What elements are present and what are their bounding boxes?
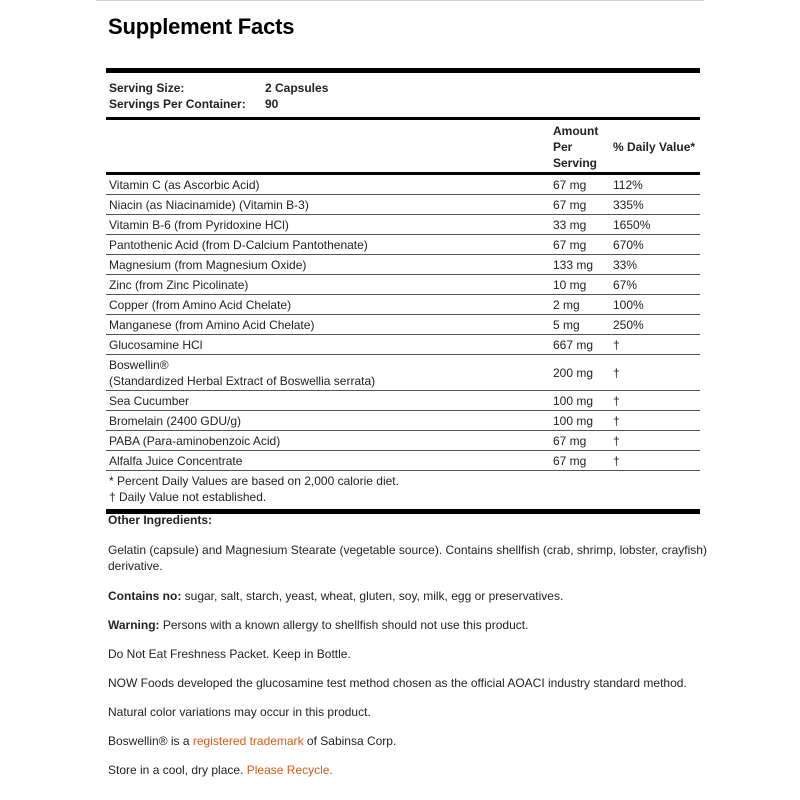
serving-size-value: 2 Capsules: [265, 81, 329, 95]
nutrient-row: [106, 355, 700, 391]
nutrient-list: [106, 175, 700, 471]
daily-value-header: % Daily Value*: [613, 140, 696, 154]
nutrient-daily-value: †: [613, 338, 620, 352]
nutrient-name-line2: (Standardized Herbal Extract of Boswellia serrata): [109, 374, 376, 388]
nutrient-amount: 67 mg: [553, 198, 587, 212]
nutrient-name-line1: Bromelain (2400 GDU/g): [109, 414, 242, 428]
dagger-footnote: † Daily Value not established.: [109, 490, 267, 504]
footnotes: [106, 471, 700, 509]
trademark-pre: Boswellin® is a: [108, 734, 193, 748]
other-ingredients-text: Gelatin (capsule) and Magnesium Stearate (vegetable source). Contains shellfish (crab, shrimp, lobster, crayfish) derivative.: [108, 543, 707, 573]
nutrient-name: [109, 277, 248, 293]
nutrient-daily-value: 670%: [613, 238, 644, 252]
nutrient-name: [109, 357, 375, 389]
serving-info: [106, 73, 700, 117]
nutrient-name-line1: Niacin (as Niacinamide) (Vitamin B-3): [109, 198, 309, 212]
nutrient-name-line1: Glucosamine HCl: [109, 338, 203, 352]
nutrient-name-line1: Magnesium (from Magnesium Oxide): [109, 258, 307, 272]
nutrient-name-line1: Zinc (from Zinc Picolinate): [109, 278, 249, 292]
nutrient-name-line1: Vitamin B-6 (from Pyridoxine HCl): [109, 218, 289, 232]
nutrient-daily-value: †: [613, 414, 620, 428]
nutrient-amount: 5 mg: [553, 318, 580, 332]
nutrient-amount: 67 mg: [553, 434, 587, 448]
nutrient-amount: 10 mg: [553, 278, 587, 292]
nutrient-amount: 667 mg: [553, 338, 594, 352]
nutrient-name: [109, 433, 280, 449]
nutrient-name-line1: Sea Cucumber: [109, 394, 190, 408]
amount-header-line3: Serving: [553, 156, 598, 170]
storage-line: [108, 762, 708, 778]
contains-no-label: Contains no:: [108, 589, 182, 603]
nutrient-daily-value: †: [613, 366, 620, 380]
nutrient-row: [106, 275, 700, 295]
nutrient-row: [106, 335, 700, 355]
nutrient-name: [109, 317, 314, 333]
nutrient-row: [106, 255, 700, 275]
nutrient-amount: 33 mg: [553, 218, 587, 232]
other-ingredients-heading: Other Ingredients:: [108, 513, 213, 527]
warning-label: Warning:: [108, 618, 160, 632]
contains-no-line: [108, 588, 708, 604]
nutrient-name-line1: Copper (from Amino Acid Chelate): [109, 298, 292, 312]
top-divider: [96, 0, 704, 1]
nutrient-row: [106, 431, 700, 451]
amount-per-serving-header: [553, 123, 598, 171]
nutrient-name: [109, 177, 260, 193]
percent-footnote: * Percent Daily Values are based on 2,000 calorie diet.: [109, 474, 399, 488]
nutrient-amount: 67 mg: [553, 454, 587, 468]
registered-trademark-link[interactable]: registered trademark: [192, 734, 304, 748]
nutrient-name: [109, 197, 309, 213]
nutrient-row: [106, 451, 700, 471]
nutrient-daily-value: 250%: [613, 318, 644, 332]
nutrient-name: [109, 453, 242, 469]
nutrient-row: [106, 411, 700, 431]
nutrient-daily-value: 100%: [613, 298, 644, 312]
nutrient-amount: 2 mg: [553, 298, 580, 312]
servings-per-container-value: 90: [265, 97, 279, 111]
nutrient-name: [109, 393, 189, 409]
trademark-line: [108, 733, 708, 749]
nutrient-name-line1: Pantothenic Acid (from D-Calcium Pantothenate): [109, 238, 368, 252]
nutrient-daily-value: 1650%: [613, 218, 651, 232]
nutrient-name: [109, 297, 291, 313]
nutrient-amount: 133 mg: [553, 258, 594, 272]
nutrient-daily-value: †: [613, 454, 620, 468]
contains-no-text: sugar, salt, starch, yeast, wheat, gluten, soy, milk, egg or preservatives.: [181, 589, 564, 603]
page-title: Supplement Facts: [108, 14, 295, 39]
servings-per-container-row: [109, 96, 700, 112]
freshness-note: Do Not Eat Freshness Packet. Keep in Bottle.: [108, 647, 351, 661]
amount-header-line1: Amount: [553, 124, 599, 138]
product-details: [108, 512, 708, 778]
nutrient-name: [109, 337, 202, 353]
nutrient-amount: 100 mg: [553, 414, 594, 428]
nutrient-daily-value: 112%: [613, 178, 643, 192]
supplement-facts-table: [106, 68, 700, 514]
nutrient-row: [106, 215, 700, 235]
warning-text: Persons with a known allergy to shellfish should not use this product.: [159, 618, 529, 632]
nutrient-name: [109, 413, 241, 429]
test-method-note: NOW Foods developed the glucosamine test method chosen as the official AOACI industry standard method.: [108, 676, 687, 690]
nutrient-amount: 67 mg: [553, 238, 587, 252]
nutrient-daily-value: †: [613, 394, 620, 408]
nutrient-name-line1: Vitamin C (as Ascorbic Acid): [109, 178, 260, 192]
nutrient-row: [106, 175, 700, 195]
nutrient-daily-value: 67%: [613, 278, 638, 292]
nutrient-daily-value: †: [613, 434, 620, 448]
please-recycle-link[interactable]: Please Recycle.: [246, 763, 333, 777]
servings-per-container-label: Servings Per Container:: [109, 97, 246, 111]
nutrient-name-line1: Manganese (from Amino Acid Chelate): [109, 318, 315, 332]
nutrient-name: [109, 217, 289, 233]
nutrient-name: [109, 237, 368, 253]
warning-line: [108, 617, 708, 633]
table-header: [106, 120, 700, 172]
serving-size-row: [109, 80, 700, 96]
trademark-post: of Sabinsa Corp.: [303, 734, 397, 748]
nutrient-name-line1: PABA (Para-aminobenzoic Acid): [109, 434, 281, 448]
nutrient-row: [106, 195, 700, 215]
serving-size-label: Serving Size:: [109, 81, 185, 95]
nutrient-row: [106, 235, 700, 255]
nutrient-row: [106, 391, 700, 411]
nutrient-name: [109, 257, 306, 273]
nutrient-daily-value: 33%: [613, 258, 638, 272]
nutrient-name-line1: Alfalfa Juice Concentrate: [109, 454, 243, 468]
nutrient-row: [106, 315, 700, 335]
nutrient-row: [106, 295, 700, 315]
color-variation-note: Natural color variations may occur in this product.: [108, 705, 371, 719]
nutrient-amount: 100 mg: [553, 394, 594, 408]
nutrient-amount: 200 mg: [553, 366, 594, 380]
nutrient-daily-value: 335%: [613, 198, 644, 212]
storage-text: Store in a cool, dry place.: [108, 763, 247, 777]
amount-header-line2: Per: [553, 140, 573, 154]
nutrient-amount: 67 mg: [553, 178, 587, 192]
nutrient-name-line1: Boswellin®: [109, 358, 169, 372]
